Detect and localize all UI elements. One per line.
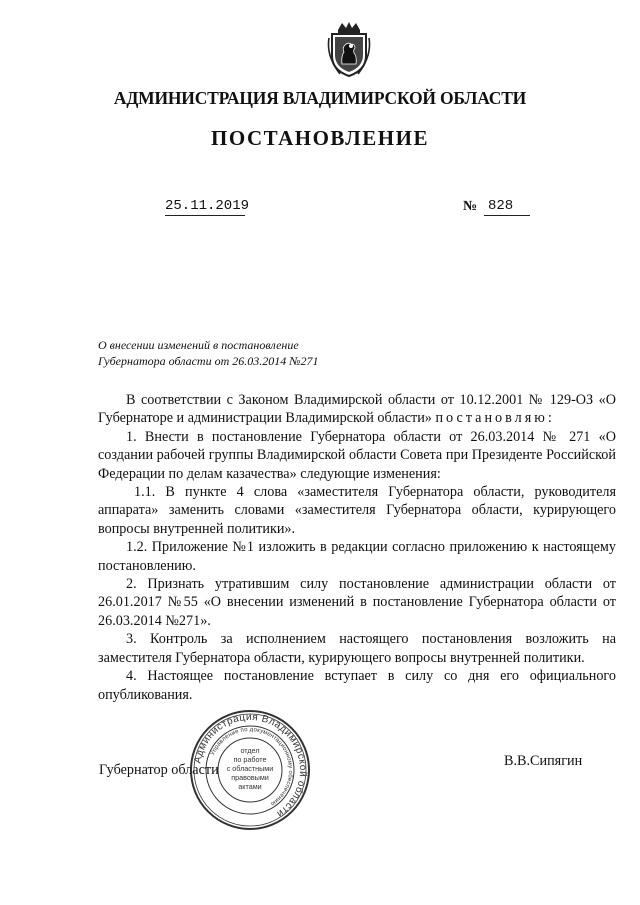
signatory-name: В.В.Сипягин	[504, 753, 583, 769]
subject-line-1: О внесении изменений в постановление	[98, 338, 299, 352]
document-body	[98, 391, 616, 704]
paragraph-1-2: 1.2. Приложение №1 изложить в редакции согласно приложению к настоящему постановлению.	[98, 539, 616, 574]
stamp-center-line-4: правовыми	[231, 773, 269, 782]
document-type: ПОСТАНОВЛЕНИЕ	[211, 126, 429, 150]
signatory-position: Губернатор области	[99, 762, 219, 778]
number-label: №	[463, 199, 478, 214]
organization-name: АДМИНИСТРАЦИЯ ВЛАДИМИРСКОЙ ОБЛАСТИ	[113, 88, 527, 108]
document-subject	[98, 337, 319, 369]
preamble-text: В соответствии с Законом Владимирской области от 10.12.2001 № 129-ОЗ «О Губернаторе и администрации Владимирской области»	[98, 392, 616, 427]
paragraph-1-1: 1.1. В пункте 4 слова «заместителя Губернатора области, руководителя аппарата» заменить словами «заместителя Губернатора области, курирующего вопросы внутренней политики».	[98, 484, 616, 537]
paragraph-2: 2. Признать утратившим силу постановление администрации области от 26.01.2017 №55 «О внесении изменений в постановление Губернатора области от 26.03.2014 №271».	[98, 576, 616, 629]
paragraph-3: 3. Контроль за исполнением настоящего постановления возложить на заместителя Губернатора области, курирующего вопросы внутренней политики.	[98, 631, 616, 666]
coat-of-arms-icon	[326, 20, 372, 78]
stamp-center-line-3: с областными	[226, 764, 274, 773]
subject-line-2: Губернатора области от 26.03.2014 №271	[98, 354, 319, 368]
paragraph-1: 1. Внести в постановление Губернатора области от 26.03.2014 № 271 «О создании рабочей группы Владимирской области Совета при Президенте Российской Федерации по делам казачества» следующие изменения:	[98, 428, 616, 482]
official-stamp	[188, 708, 312, 832]
paragraph-4: 4. Настоящее постановление вступает в силу со дня его официального опубликования.	[98, 668, 616, 703]
document-date: 25.11.2019	[165, 198, 250, 214]
stamp-center-line-2: по работе	[233, 755, 267, 764]
stamp-center-line-1: отдел	[240, 746, 260, 755]
stamp-inner-text: Управление по документационному обеспечению	[210, 726, 294, 807]
preamble-resolve: постановляю:	[435, 410, 555, 427]
stamp-outer-text: Администрация Владимирской области	[192, 711, 309, 820]
paragraph-preamble	[98, 391, 616, 428]
document-number: 828	[484, 198, 530, 216]
stamp-center-line-5: актами	[238, 782, 262, 791]
